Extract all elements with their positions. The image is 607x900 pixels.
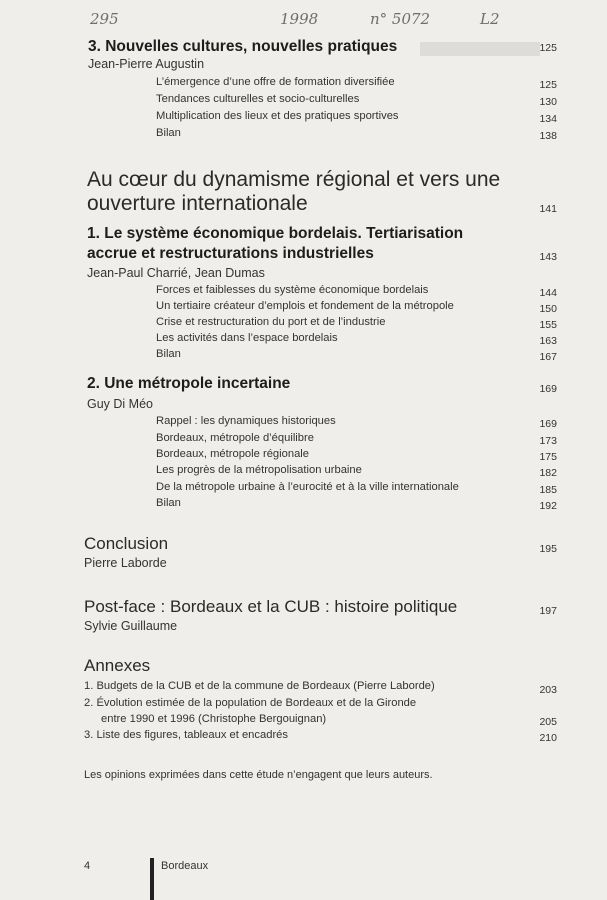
- page-number: 175: [539, 451, 557, 463]
- annexes-title: Annexes: [84, 656, 151, 675]
- page-number: 130: [539, 96, 557, 108]
- toc-item: Bilan: [156, 497, 181, 509]
- page-number: 169: [539, 418, 557, 430]
- page-number: 143: [539, 251, 557, 263]
- toc-item: Les progrès de la métropolisation urbaine: [156, 464, 362, 476]
- toc-item: L’émergence d’une offre de formation diversifiée: [156, 76, 395, 88]
- chapter-author: Jean-Paul Charrié, Jean Dumas: [87, 266, 265, 280]
- toc-item: Bordeaux, métropole régionale: [156, 448, 309, 460]
- page-number: 210: [539, 732, 557, 744]
- footer-page-number: 4: [84, 860, 91, 872]
- page-number: 169: [539, 383, 557, 395]
- toc-item: Bordeaux, métropole d’équilibre: [156, 432, 314, 444]
- footer-divider: [150, 858, 154, 900]
- page-number: 205: [539, 716, 557, 728]
- toc-item: Bilan: [156, 127, 181, 139]
- page-number: 144: [539, 287, 557, 299]
- page-number: 141: [539, 203, 557, 215]
- chapter-title: 3. Nouvelles cultures, nouvelles pratiques: [88, 38, 398, 55]
- handwritten-code: L2: [480, 10, 500, 28]
- postface-title: Post-face : Bordeaux et la CUB : histoire politique: [84, 597, 458, 616]
- page-number: 167: [539, 351, 557, 363]
- handwritten-year: 1998: [280, 10, 319, 28]
- page-number: 182: [539, 467, 557, 479]
- toc-item: Les activités dans l’espace bordelais: [156, 332, 338, 344]
- chapter-author: Guy Di Méo: [87, 397, 153, 411]
- section-title: Au cœur du dynamisme régional et vers une ouverture internationale: [87, 168, 501, 215]
- toc-item: Rappel : les dynamiques historiques: [156, 415, 336, 427]
- page-number: 192: [539, 500, 557, 512]
- toc-item: Bilan: [156, 348, 181, 360]
- page-number: 163: [539, 335, 557, 347]
- toc-item: Un tertiaire créateur d’emplois et fondement de la métropole: [156, 300, 454, 312]
- annex-item: 3. Liste des figures, tableaux et encadrés: [84, 729, 288, 741]
- handwritten-annotations: [80, 6, 530, 32]
- annex-item: 2. Évolution estimée de la population de Bordeaux et de la Gironde: [84, 697, 417, 709]
- annex-item-continued: entre 1990 et 1996 (Christophe Bergouignan): [101, 713, 327, 725]
- toc-item: Crise et restructuration du port et de l’industrie: [156, 316, 386, 328]
- page-number: 134: [539, 113, 557, 125]
- page-number: 150: [539, 303, 557, 315]
- page-number: 155: [539, 319, 557, 331]
- toc-item: De la métropole urbaine à l’eurocité et à la ville internationale: [156, 481, 459, 493]
- postface-author: Sylvie Guillaume: [84, 619, 178, 633]
- page-number: 173: [539, 435, 557, 447]
- page-number: 203: [539, 684, 557, 696]
- toc-item: Multiplication des lieux et des pratiques sportives: [156, 110, 399, 122]
- disclaimer-note: Les opinions exprimées dans cette étude n’engagent que leurs auteurs.: [84, 769, 433, 781]
- handwritten-reference: n° 5072: [370, 10, 431, 28]
- handwritten-number: 295: [90, 10, 119, 28]
- page-number: 125: [539, 42, 557, 54]
- page-number: 138: [539, 130, 557, 142]
- bleed-through-shade: [420, 42, 540, 56]
- chapter-author: Jean-Pierre Augustin: [88, 57, 205, 71]
- toc-item: Tendances culturelles et socio-culturelles: [156, 93, 360, 105]
- page-number: 197: [539, 605, 557, 617]
- conclusion-author: Pierre Laborde: [84, 556, 167, 570]
- annex-item: 1. Budgets de la CUB et de la commune de Bordeaux (Pierre Laborde): [84, 680, 435, 692]
- toc-item: Forces et faiblesses du système économique bordelais: [156, 284, 429, 296]
- chapter-title: 1. Le système économique bordelais. Tertiarisation accrue et restructurations industrielles: [87, 225, 464, 262]
- page-number: 195: [539, 543, 557, 555]
- page-number: 185: [539, 484, 557, 496]
- footer-label: Bordeaux: [161, 860, 209, 872]
- page-number: 125: [539, 79, 557, 91]
- conclusion-title: Conclusion: [84, 534, 169, 553]
- chapter-title: 2. Une métropole incertaine: [87, 375, 291, 392]
